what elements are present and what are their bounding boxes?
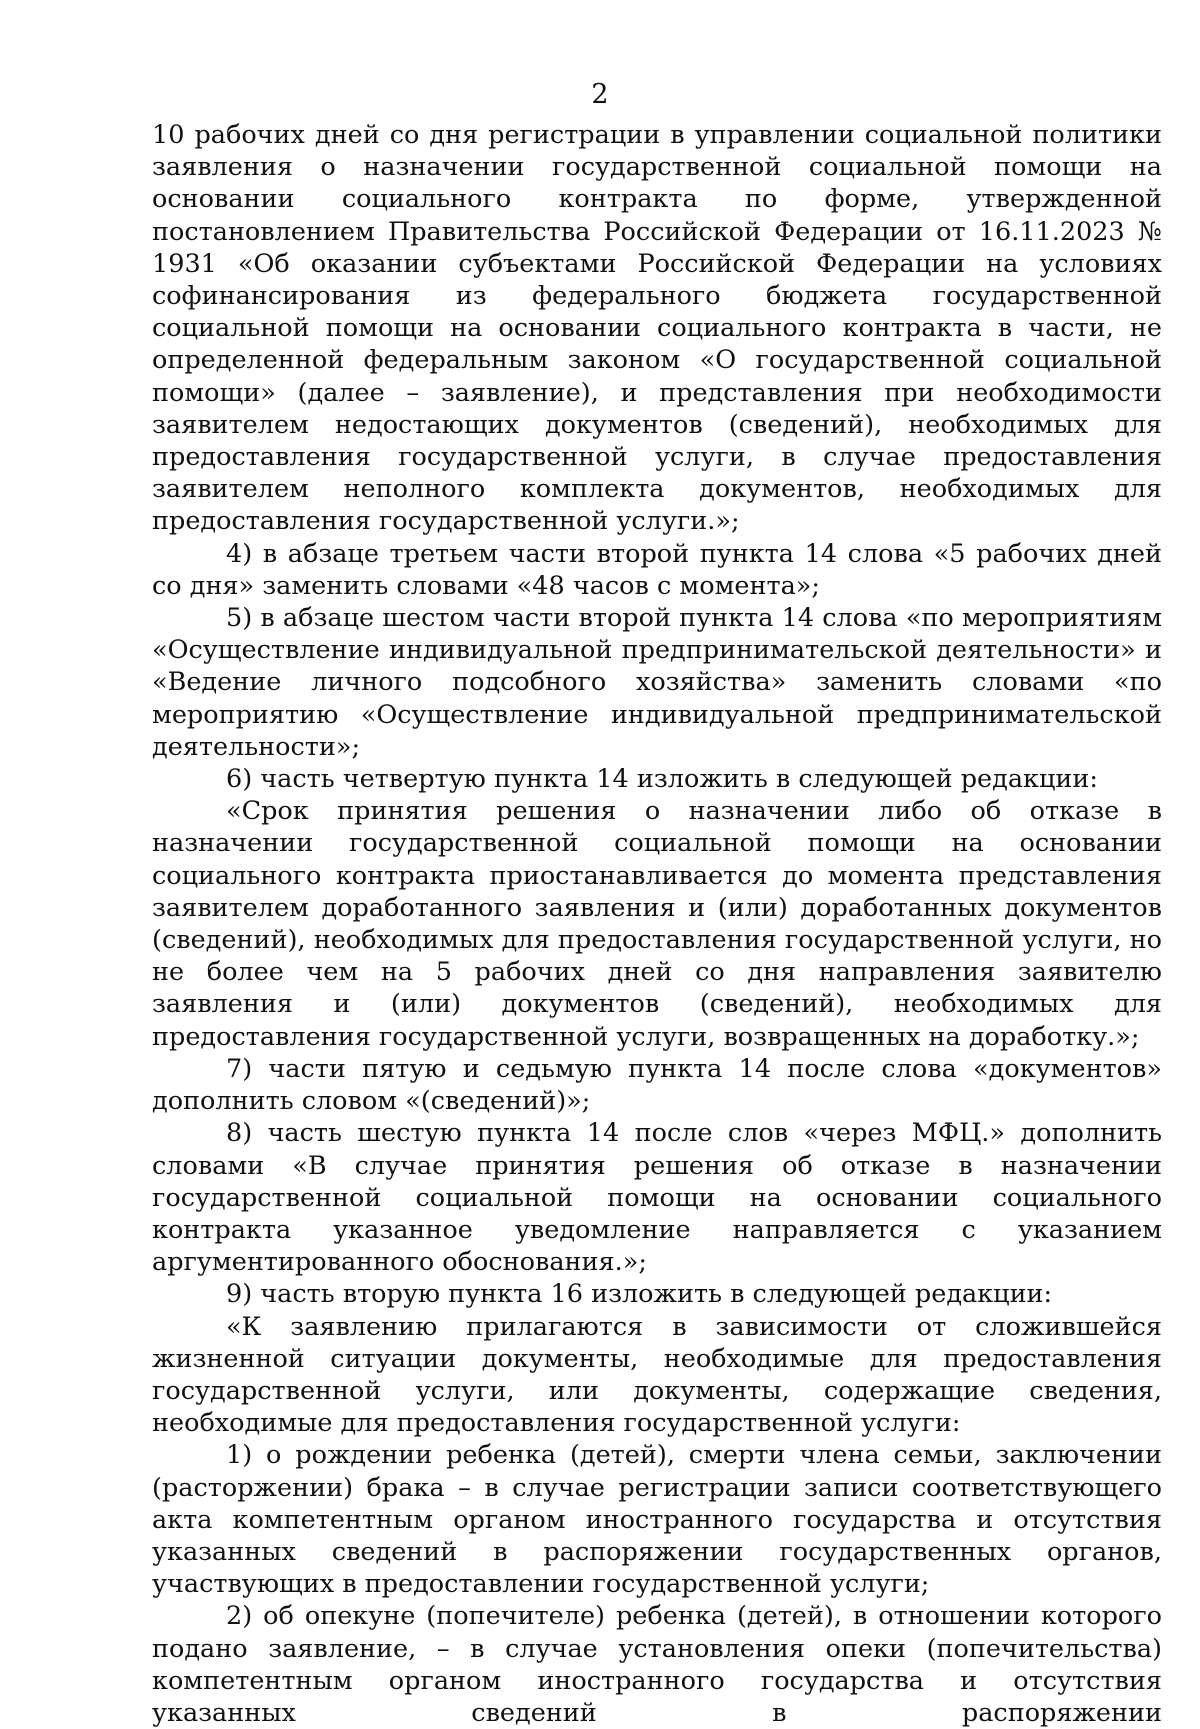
paragraph-item-7: 7) части пятую и седьмую пункта 14 после слова «документов» дополнить словом «(сведений)»; <box>152 1053 1162 1117</box>
paragraph-item-6: 6) часть четвертую пункта 14 изложить в следующей редакции: <box>226 764 1098 795</box>
paragraph-item-8: 8) часть шестую пункта 14 после слов «через МФЦ.» дополнить словами «В случае принятия решения об отказе в назначении государственной социальной помощи на основании социального контракта указанное уведомление направляется с указанием аргументированного обоснования.»; <box>152 1118 1162 1278</box>
paragraph-continuation: 10 рабочих дней со дня регистрации в управлении социальной политики заявления о назначении государственной социальной помощи на основании социального контракта по форме, утвержденной постановлением Правительства Российской Федерации от 16.11.2023 № 1931 «Об оказании субъектами Российской Федерации на условиях софинансирования из федерального бюджета государственной социальной помощи на основании социального контракта в части, не определенной федеральным законом «О государственной социальной помощи» (далее – заявление), и представления при необходимости заявителем недостающих документов (сведений), необходимых для предоставления государственной услуги, в случае предоставления заявителем неполного комплекта документов, необходимых для предоставления государственной услуги.»; <box>152 120 1162 537</box>
paragraph-item-9: 9) часть вторую пункта 16 изложить в следующей редакции: <box>226 1279 1053 1310</box>
paragraph-quote-attachments: «К заявлению прилагаются в зависимости от сложившейся жизненной ситуации документы, необходимые для предоставления государственной услуги, или документы, содержащие сведения, необходимые для предоставления государственной услуги: <box>152 1311 1162 1439</box>
document-body <box>152 119 1162 1729</box>
page-number: 2 <box>591 79 609 110</box>
paragraph-subitem-1: 1) о рождении ребенка (детей), смерти члена семьи, заключении (расторжении) брака – в случае регистрации записи соответствующего акта компетентным органом иностранного государства и отсутствия указанных сведений в распоряжении государственных органов, участвующих в предоставлении государственной услуги; <box>152 1440 1162 1600</box>
paragraph-item-4: 4) в абзаце третьем части второй пункта 14 слова «5 рабочих дней со дня» заменить словами «48 часов с момента»; <box>152 538 1162 601</box>
paragraph-subitem-2: 2) об опекуне (попечителе) ребенка (детей), в отношении которого подано заявление, – в случае установления опеки (попечительства) компетентным органом иностранного государства и отсутствия указанных сведений в распоряжении <box>152 1601 1162 1728</box>
paragraph-item-5: 5) в абзаце шестом части второй пункта 14 слова «по мероприятиям «Осуществление индивидуальной предпринимательской деятельности» и «Ведение личного подсобного хозяйства» заменить словами «по мероприятию «Осуществление индивидуальной предпринимательской деятельности»; <box>152 603 1162 762</box>
paragraph-quote-deadline: «Срок принятия решения о назначении либо об отказе в назначении государственной социальной помощи на основании социального контракта приостанавливается до момента представления заявителем доработанного заявления и (или) доработанных документов (сведений), необходимых для предоставления государственной услуги, но не более чем на 5 рабочих дней со дня направления заявителю заявления и (или) документов (сведений), необходимых для предоставления государственной услуги, возвращенных на доработку.»; <box>152 796 1162 1052</box>
